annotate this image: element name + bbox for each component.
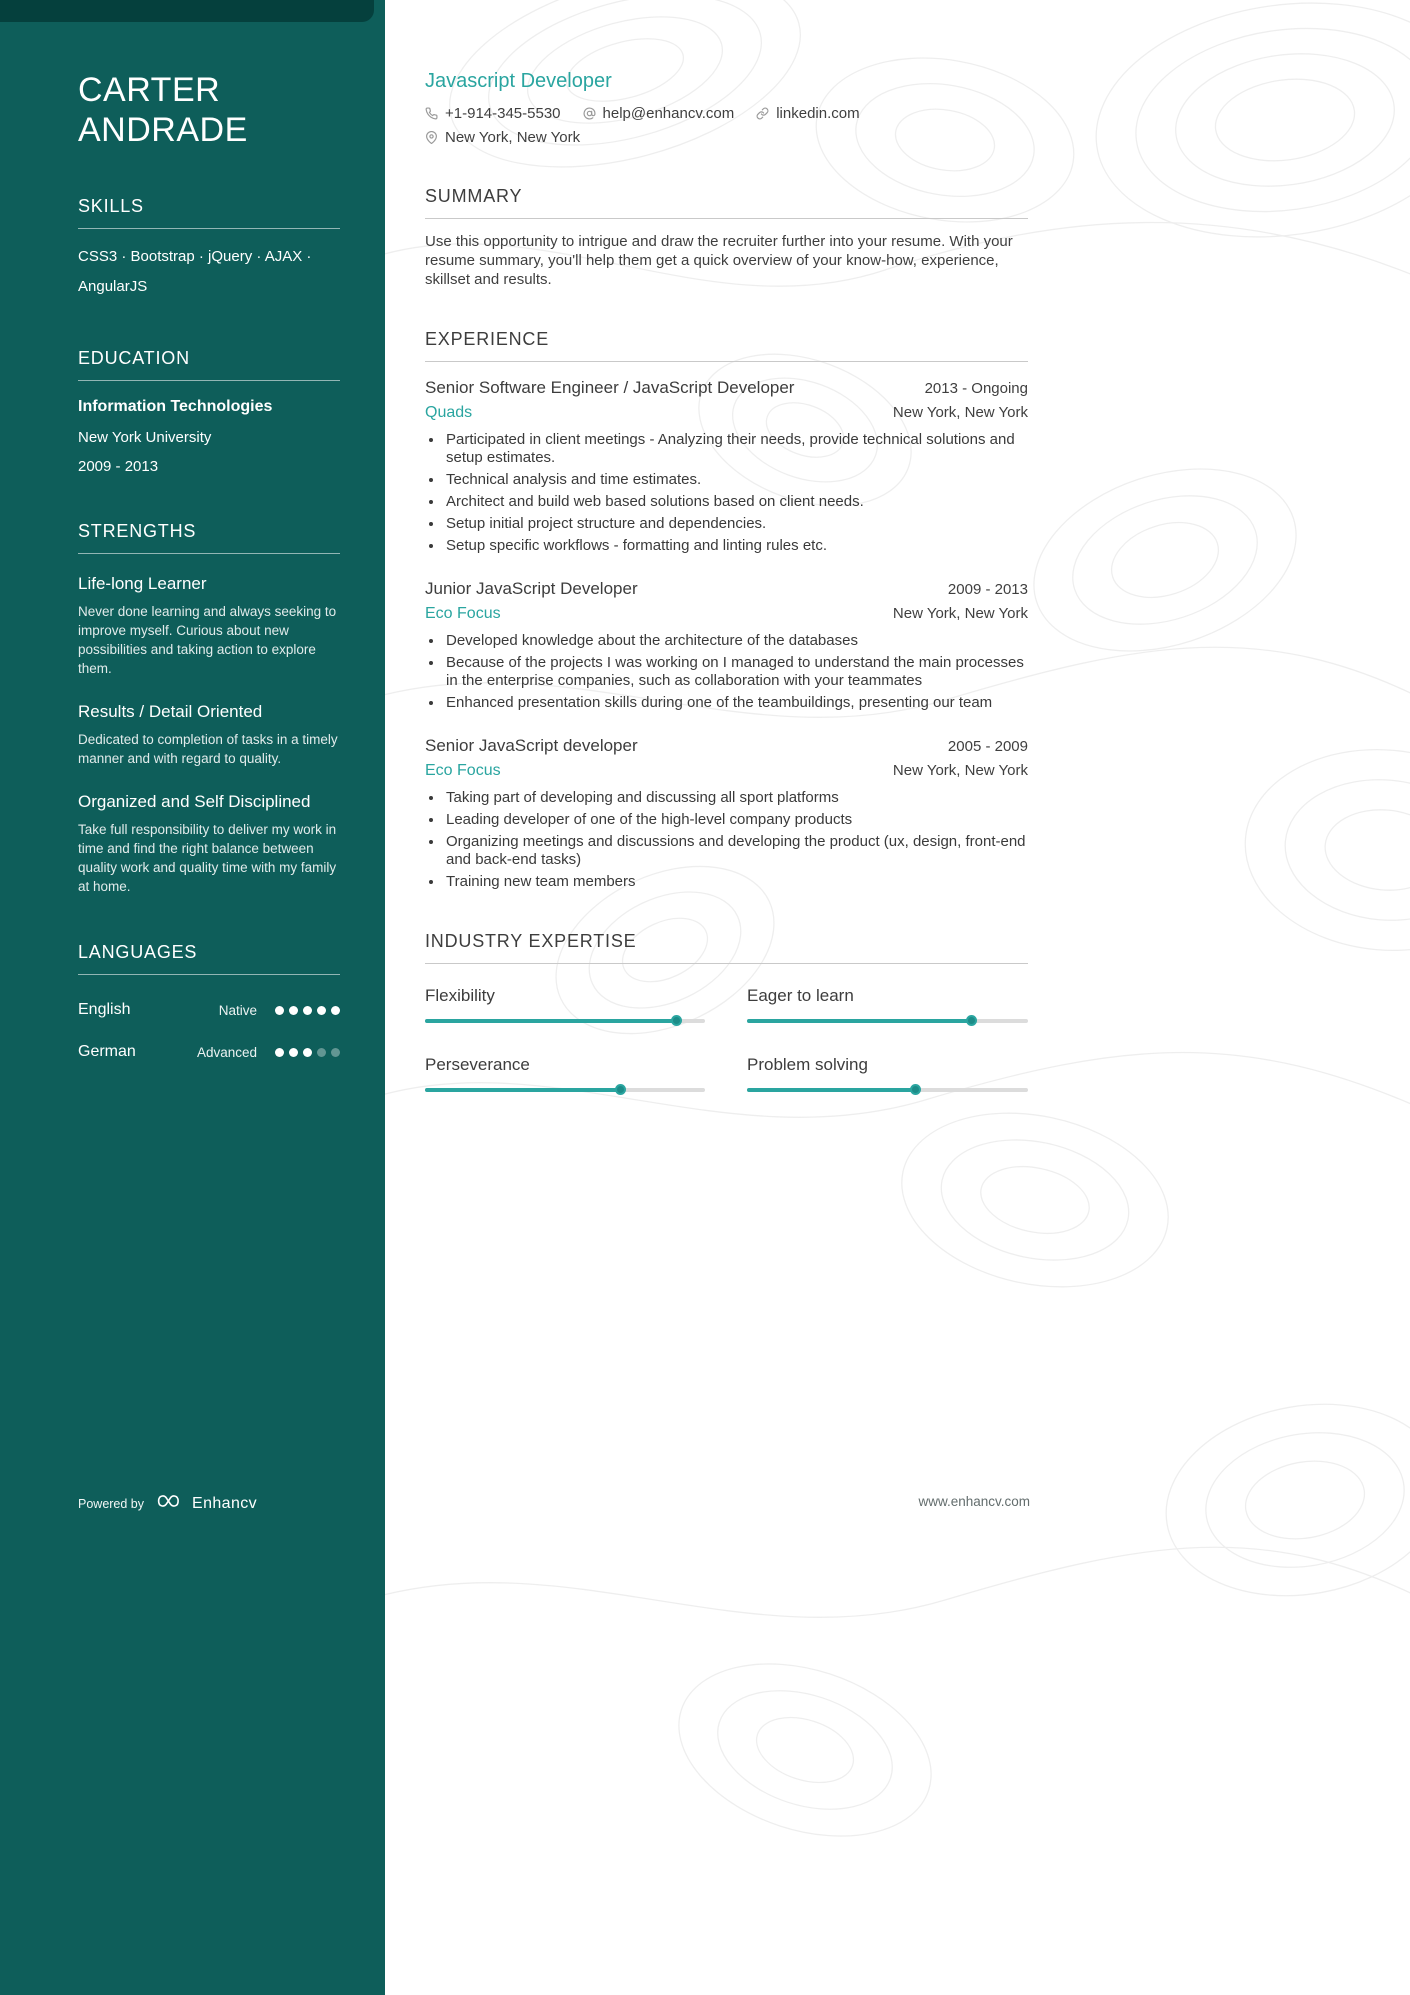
expertise-slider — [747, 1019, 1028, 1023]
location-text: New York, New York — [445, 129, 581, 146]
job-title: Junior JavaScript Developer — [425, 579, 638, 598]
experience-heading: EXPERIENCE — [425, 329, 1028, 362]
education-dates: 2009 - 2013 — [78, 458, 159, 475]
summary-heading: SUMMARY — [425, 186, 1028, 219]
strength-text: Never done learning and always seeking to improve myself. Curious about new possibilities and taking action to explore them. — [78, 604, 337, 676]
language-name: German — [78, 1043, 136, 1060]
languages-section — [78, 942, 340, 1061]
job-bullet: • Because of the projects I was working on I managed to understand the main processes in the enterprise companies, such as collaboration with your teammates — [444, 654, 1028, 690]
linkedin-contact[interactable] — [756, 105, 859, 122]
enhancv-brand-name: Enhancv — [192, 1494, 258, 1512]
expertise-item — [747, 986, 1028, 1023]
slider-handle — [671, 1015, 682, 1026]
job-title: Senior Software Engineer / JavaScript Developer — [425, 378, 795, 397]
strength-title: Organized and Self Disciplined — [78, 792, 311, 811]
language-level-dots — [275, 1048, 340, 1057]
expertise-slider — [425, 1019, 705, 1023]
summary-text: Use this opportunity to intrigue and draw the recruiter further into your resume. With your resume summary, you'll help them get a quick overview of your know-how, experience, skillset and results. — [425, 233, 1013, 288]
skills-list: CSS3 · Bootstrap · jQuery · AJAX · AngularJS — [78, 248, 312, 295]
expertise-item — [425, 986, 705, 1023]
industry-expertise-grid — [425, 986, 1028, 1092]
location-item — [425, 129, 580, 146]
slider-fill — [747, 1019, 972, 1023]
strength-item — [78, 792, 340, 896]
phone-number: +1-914-345-5530 — [445, 105, 561, 122]
experience-entry — [425, 378, 1028, 555]
job-bullet: • Enhanced presentation skills during one of the teambuildings, presenting our team — [444, 694, 1028, 712]
strengths-section — [78, 521, 340, 896]
expertise-label: Perseverance — [425, 1055, 530, 1074]
job-location: New York, New York — [892, 404, 1028, 421]
skills-heading: SKILLS — [78, 196, 340, 229]
education-section — [78, 348, 340, 475]
phone-contact[interactable] — [425, 105, 561, 122]
email-icon — [583, 107, 596, 120]
job-bullet: • Participated in client meetings - Analyzing their needs, provide technical solutions and setup estimates. — [444, 431, 1028, 467]
skills-section — [78, 196, 340, 302]
language-level-dot — [289, 1048, 298, 1057]
expertise-slider — [425, 1088, 705, 1092]
language-level-dot — [303, 1006, 312, 1015]
job-bullet-list — [425, 789, 1028, 891]
resume-headline: Javascript Developer — [425, 70, 612, 92]
language-level-dot — [275, 1006, 284, 1015]
education-heading: EDUCATION — [78, 348, 340, 381]
email-contact[interactable] — [583, 105, 735, 122]
job-bullet: • Organizing meetings and discussions and developing the product (ux, design, front-end and back-end tasks) — [444, 833, 1028, 869]
strength-title: Results / Detail Oriented — [78, 702, 263, 721]
job-bullet-list — [425, 632, 1028, 712]
experience-entry — [425, 736, 1028, 891]
expertise-slider — [747, 1088, 1028, 1092]
strength-item — [78, 702, 340, 768]
expertise-label: Eager to learn — [747, 986, 854, 1005]
job-dates: 2005 - 2009 — [947, 738, 1028, 755]
expertise-item — [747, 1055, 1028, 1092]
job-bullet: • Leading developer of one of the high-level company products — [444, 811, 1028, 829]
strengths-heading: STRENGTHS — [78, 521, 340, 554]
language-level-dot — [303, 1048, 312, 1057]
job-title: Senior JavaScript developer — [425, 736, 638, 755]
language-level-dot — [275, 1048, 284, 1057]
language-row — [78, 1001, 340, 1019]
job-bullet-list — [425, 431, 1028, 555]
language-level-dot — [289, 1006, 298, 1015]
strength-text: Dedicated to completion of tasks in a timely manner and with regard to quality. — [78, 732, 338, 766]
powered-by-footer[interactable] — [78, 1492, 257, 1515]
strength-title: Life-long Learner — [78, 574, 207, 593]
job-dates: 2009 - 2013 — [947, 581, 1028, 598]
language-level-dot — [331, 1006, 340, 1015]
education-degree: Information Technologies — [78, 398, 273, 415]
contact-row — [425, 105, 1028, 122]
main-column — [385, 0, 1410, 1995]
job-bullet: • Technical analysis and time estimates. — [444, 471, 1028, 489]
slider-handle — [910, 1084, 921, 1095]
job-company: Quads — [425, 404, 473, 421]
job-company: Eco Focus — [425, 762, 501, 779]
sidebar — [0, 0, 385, 1995]
expertise-label: Problem solving — [747, 1055, 868, 1074]
job-location: New York, New York — [892, 762, 1028, 779]
job-bullet: • Training new team members — [444, 873, 1028, 891]
job-location: New York, New York — [892, 605, 1028, 622]
language-level-dots — [275, 1006, 340, 1015]
candidate-name: CARTER ANDRADE — [78, 71, 248, 149]
job-company: Eco Focus — [425, 605, 501, 622]
language-name: English — [78, 1001, 131, 1018]
slider-fill — [747, 1088, 916, 1092]
language-level-dot — [317, 1006, 326, 1015]
link-icon — [756, 107, 769, 120]
job-dates: 2013 - Ongoing — [924, 380, 1028, 397]
job-bullet: • Developed knowledge about the architecture of the databases — [444, 632, 1028, 650]
slider-fill — [425, 1088, 621, 1092]
experience-entry — [425, 579, 1028, 712]
linkedin-url: linkedin.com — [776, 105, 860, 122]
language-level: Native — [218, 1002, 257, 1018]
expertise-label: Flexibility — [425, 986, 495, 1005]
phone-icon — [425, 107, 438, 120]
languages-heading: LANGUAGES — [78, 942, 340, 975]
strength-item — [78, 574, 340, 678]
language-row — [78, 1043, 340, 1061]
expertise-item — [425, 1055, 705, 1092]
strength-text: Take full responsibility to deliver my work in time and find the right balance between quality work and quality time with my family at home. — [78, 822, 337, 894]
slider-fill — [425, 1019, 677, 1023]
slider-handle — [966, 1015, 977, 1026]
job-bullet: • Architect and build web based solutions based on client needs. — [444, 493, 1028, 511]
experience-section — [425, 329, 1028, 891]
job-bullet: • Setup initial project structure and dependencies. — [444, 515, 1028, 533]
job-bullet: • Setup specific workflows - formatting and linting rules etc. — [444, 537, 1028, 555]
summary-section — [425, 186, 1028, 289]
powered-by-label: Powered by — [78, 1496, 145, 1511]
job-bullet: • Taking part of developing and discussing all sport platforms — [444, 789, 1028, 807]
education-school: New York University — [78, 429, 212, 446]
contact-row — [425, 129, 1028, 146]
location-pin-icon — [425, 131, 438, 144]
email-address: help@enhancv.com — [602, 105, 735, 122]
slider-handle — [615, 1084, 626, 1095]
language-level-dot — [331, 1048, 340, 1057]
top-accent-strip — [0, 0, 374, 22]
industry-expertise-heading: INDUSTRY EXPERTISE — [425, 931, 1028, 964]
enhancv-logo-icon — [157, 1492, 183, 1515]
enhancv-website-url[interactable]: www.enhancv.com — [918, 1494, 1030, 1509]
industry-expertise-section — [425, 931, 1028, 1092]
language-level: Advanced — [196, 1044, 257, 1060]
language-level-dot — [317, 1048, 326, 1057]
